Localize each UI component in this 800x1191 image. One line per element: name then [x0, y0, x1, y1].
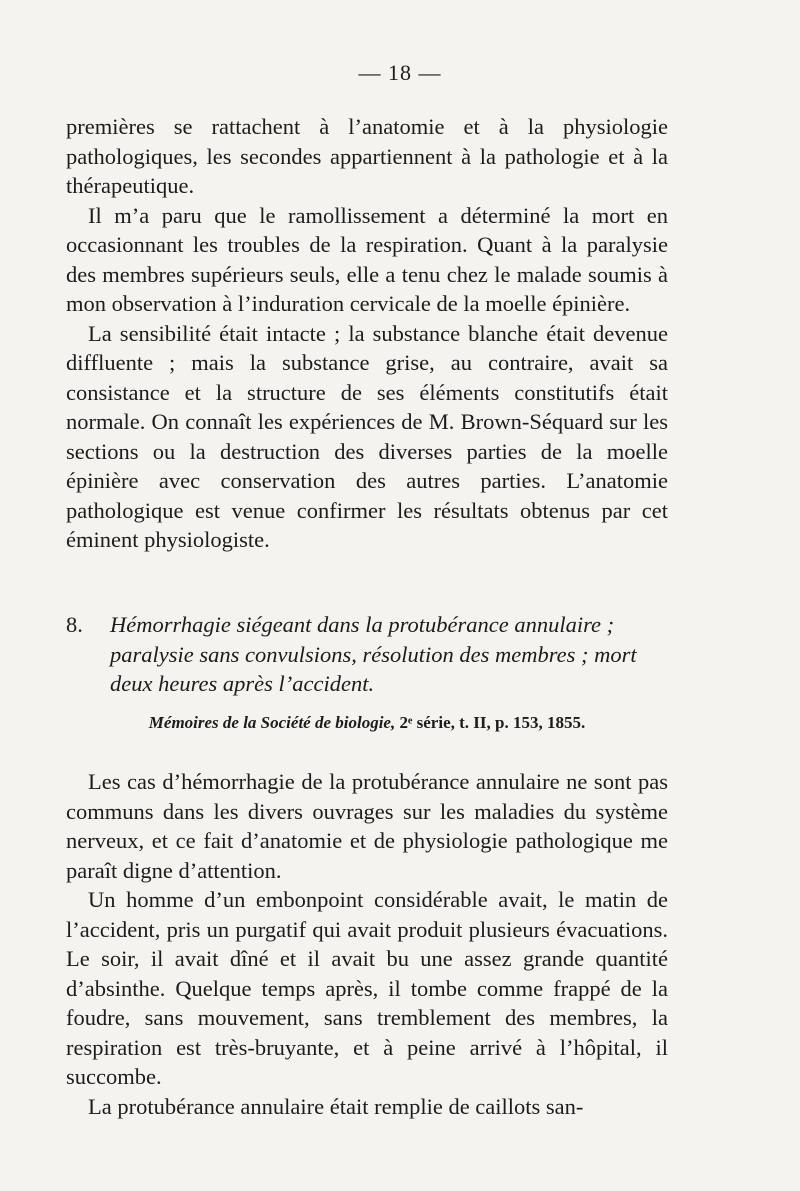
citation-reference: 2ᵉ série, t. II, p. 153, 1855. — [399, 713, 586, 732]
page-number: — 18 — — [358, 60, 442, 85]
observation-title: Hémorrhagie siégeant dans la protubérance annulaire ; paralysie sans convulsions, résolution des membres ; mort deux heures après l’accident. — [110, 612, 637, 696]
top-text-block — [66, 112, 668, 555]
observation-number: 8. — [66, 612, 83, 637]
paragraph: La sensibilité était intacte ; la substance blanche était devenue diffluente ; mais la substance grise, au contraire, avait sa consistance et la structure de ses éléments constitutifs était normale. On connaît les expériences de M. Brown-Séquard sur les sections ou la destruction des diverses parties de la moelle épinière avec conservation des autres parties. L’anatomie pathologique est venue confirmer les résultats obtenus par cet éminent physiologiste. — [66, 320, 668, 552]
bottom-text-block — [66, 767, 668, 1121]
paragraph: Un homme d’un embonpoint considérable avait, le matin de l’accident, pris un purgatif qui avait produit plusieurs évacuations. Le soir, il avait dîné et il avait bu une assez grande quantité d’absinthe. Quelque temps après, il tombe comme frappé de la foudre, sans mouvement, sans tremblement des membres, la respiration est très-bruyante, et à peine arrivé à l’hôpital, il succombe. — [66, 887, 668, 1089]
paragraph: Il m’a paru que le ramollissement a déterminé la mort en occasionnant les troubles de la respiration. Quant à la paralysie des membres supérieurs seuls, elle a tenu chez le malade soumis à mon observation à l’induration cervicale de la moelle épinière. — [66, 202, 668, 316]
observation-heading — [66, 610, 668, 699]
paragraph: premières se rattachent à l’anatomie et à la physiologie pathologiques, les secondes appartiennent à la pathologie et à la thérapeutique. — [66, 114, 668, 198]
citation-journal: Mémoires de la Société de biologie, — [148, 713, 396, 732]
paragraph: Les cas d’hémorrhagie de la protubérance annulaire ne sont pas communs dans les divers ouvrages sur les maladies du système nerveux, et ce fait d’anatomie et de physiologie pathologique me paraît digne d’attention. — [66, 769, 668, 883]
paragraph: La protubérance annulaire était remplie de caillots san- — [88, 1093, 584, 1119]
citation — [66, 713, 668, 733]
